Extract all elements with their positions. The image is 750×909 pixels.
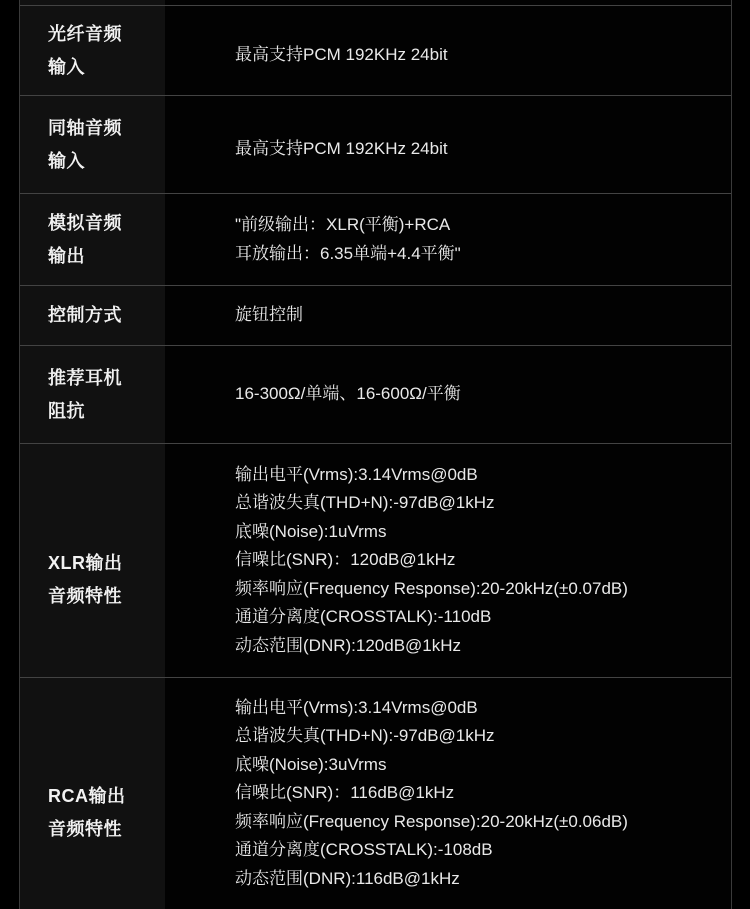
spec-label-cell [20, 6, 165, 95]
spec-value-line: 旋钮控制 [235, 305, 303, 325]
spec-value-cell [165, 678, 731, 909]
spec-label-line: 音频特性 [48, 585, 122, 606]
spec-label-line: RCA输出 [48, 785, 126, 806]
spec-label-cell [20, 444, 165, 677]
spec-value-line: 16-300Ω/单端、16-600Ω/平衡 [235, 384, 461, 404]
spec-value-line: 通道分离度(CROSSTALK):-108dB [235, 840, 493, 860]
spec-label-cell [20, 286, 165, 345]
spec-value-line: 信噪比(SNR)：116dB@1kHz [235, 783, 455, 803]
spec-value-line: 耳放输出：6.35单端+4.4平衡" [235, 243, 461, 263]
spec-value-line: 信噪比(SNR)：120dB@1kHz [235, 550, 456, 570]
spec-label-line: XLR输出 [48, 552, 123, 573]
table-row-headphone-impedance [20, 345, 731, 443]
spec-label-line: 输入 [48, 150, 85, 171]
spec-label-line: 阻抗 [48, 400, 85, 421]
spec-value-line: 输出电平(Vrms):3.14Vrms@0dB [235, 464, 478, 484]
spec-label-line: 同轴音频 [48, 117, 122, 138]
spec-label-line: 音频特性 [48, 818, 122, 839]
spec-value-line: 动态范围(DNR):120dB@1kHz [235, 635, 462, 655]
spec-label-line: 控制方式 [48, 305, 122, 325]
table-row-optical-input [20, 5, 731, 95]
spec-value-line: 总谐波失真(THD+N):-97dB@1kHz [235, 726, 495, 746]
table-row-xlr-audio-characteristics [20, 443, 731, 677]
spec-value-line: 总谐波失真(THD+N):-97dB@1kHz [235, 493, 495, 513]
table-row-rca-audio-characteristics [20, 677, 731, 909]
spec-value-line: 最高支持PCM 192KHz 24bit [235, 45, 448, 65]
spec-value-cell [165, 96, 731, 193]
spec-label-line: 输入 [48, 56, 85, 77]
spec-value-line: 底噪(Noise):1uVrms [235, 521, 387, 541]
table-row-analog-output [20, 193, 731, 285]
spec-value-line: 动态范围(DNR):116dB@1kHz [235, 868, 460, 888]
spec-value-cell [165, 286, 731, 345]
spec-value-cell [165, 346, 731, 443]
table-row-control-method [20, 285, 731, 345]
spec-value-cell [165, 6, 731, 95]
spec-value-line: 底噪(Noise):3uVrms [235, 754, 387, 774]
spec-value-line: "前级输出：XLR(平衡)+RCA [235, 215, 451, 234]
spec-label-line: 输出 [48, 245, 85, 266]
spec-label-cell [20, 346, 165, 443]
spec-value-line: 频率响应(Frequency Response):20-20kHz(±0.06dB) [235, 811, 628, 831]
spec-value-line: 输出电平(Vrms):3.14Vrms@0dB [235, 697, 478, 717]
spec-label-cell [20, 96, 165, 193]
spec-table [19, 0, 732, 909]
spec-label-line: 推荐耳机 [48, 367, 122, 388]
spec-label-line: 光纤音频 [48, 23, 122, 44]
spec-value-line: 最高支持PCM 192KHz 24bit [235, 139, 448, 159]
spec-label-cell [20, 678, 165, 909]
spec-value-line: 通道分离度(CROSSTALK):-110dB [235, 607, 492, 627]
spec-value-cell [165, 444, 731, 677]
spec-label-cell [20, 194, 165, 285]
spec-value-line: 频率响应(Frequency Response):20-20kHz(±0.07dB) [235, 578, 628, 598]
spec-value-cell [165, 194, 731, 285]
table-row-coaxial-input [20, 95, 731, 193]
spec-label-line: 模拟音频 [48, 212, 122, 233]
